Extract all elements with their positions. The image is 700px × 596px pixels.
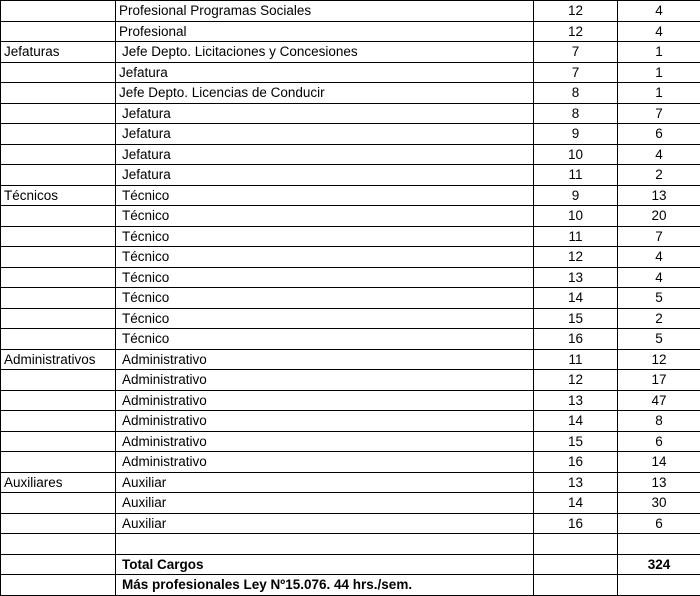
grado-cell: 8 [534,83,618,104]
grado-cell: 13 [534,472,618,493]
table-row [1,1,700,22]
table-row [1,267,700,288]
cantidad-cell: 7 [618,103,700,124]
grado-cell: 11 [534,349,618,370]
total-group-cell [1,554,116,575]
grado-cell: 16 [534,329,618,350]
group-cell [1,431,116,452]
group-cell [1,21,116,42]
group-cell [1,370,116,391]
cantidad-cell: 47 [618,390,700,411]
cargo-cell: Administrativo [116,411,534,432]
table-row [1,513,700,534]
cargo-cell: Jefatura [116,165,534,186]
table-row [1,452,700,473]
cantidad-cell: 4 [618,267,700,288]
cargo-cell: Administrativo [116,390,534,411]
grado-cell: 15 [534,431,618,452]
cantidad-cell: 14 [618,452,700,473]
cantidad-cell: 5 [618,288,700,309]
grado-cell: 12 [534,1,618,22]
cargo-cell: Profesional [116,21,534,42]
footer-group-cell [1,575,116,596]
cantidad-cell: 4 [618,144,700,165]
grado-cell: 13 [534,267,618,288]
table-row [1,390,700,411]
cantidad-cell: 30 [618,493,700,514]
footer-grado-cell [534,575,618,596]
group-cell: Jefaturas [1,42,116,63]
cargo-cell: Técnico [116,247,534,268]
grado-cell: 9 [534,124,618,145]
group-cell [1,513,116,534]
cargo-cell: Administrativo [116,452,534,473]
group-cell [1,534,116,555]
table-row [1,185,700,206]
cargo-cell: Profesional Programas Sociales [116,1,534,22]
cargo-cell: Administrativo [116,370,534,391]
cantidad-cell: 1 [618,62,700,83]
total-label: Total Cargos [116,554,534,575]
cargo-cell: Jefatura [116,144,534,165]
cargo-cell: Jefatura [116,62,534,83]
grado-cell: 10 [534,144,618,165]
table-row [1,206,700,227]
cargo-cell: Jefatura [116,103,534,124]
grado-cell: 7 [534,42,618,63]
group-cell [1,493,116,514]
cargo-cell: Técnico [116,329,534,350]
cargo-cell: Administrativo [116,431,534,452]
table-row [1,329,700,350]
cantidad-cell: 6 [618,124,700,145]
table-row [1,165,700,186]
group-cell [1,247,116,268]
grado-cell: 13 [534,390,618,411]
footer-note: Más profesionales Ley Nº15.076. 44 hrs./sem. [116,575,534,596]
cantidad-cell: 1 [618,83,700,104]
table-row [1,144,700,165]
cantidad-cell: 8 [618,411,700,432]
table-row [1,349,700,370]
table-row [1,83,700,104]
total-grado-cell [534,554,618,575]
grado-cell: 14 [534,288,618,309]
total-value: 324 [618,554,700,575]
group-cell [1,226,116,247]
cantidad-cell: 17 [618,370,700,391]
group-cell [1,452,116,473]
cantidad-cell: 1 [618,42,700,63]
grado-cell: 12 [534,370,618,391]
cargo-cell: Técnico [116,267,534,288]
cantidad-cell: 20 [618,206,700,227]
table-row [1,247,700,268]
table-row [1,370,700,391]
cantidad-cell: 12 [618,349,700,370]
table-row [1,42,700,63]
cargo-cell: Técnico [116,206,534,227]
cargo-cell: Jefatura [116,124,534,145]
cantidad-cell: 5 [618,329,700,350]
total-row [1,554,700,575]
cargo-cell: Jefe Depto. Licencias de Conducir [116,83,534,104]
cantidad-cell: 2 [618,308,700,329]
cantidad-cell: 7 [618,226,700,247]
grado-cell: 12 [534,21,618,42]
cargo-cell: Técnico [116,185,534,206]
cargo-cell: Auxiliar [116,472,534,493]
grado-cell: 15 [534,308,618,329]
footer-cantidad-cell [618,575,700,596]
group-cell [1,165,116,186]
group-cell [1,329,116,350]
table-row [1,493,700,514]
group-cell [1,124,116,145]
cargo-cell [116,534,534,555]
group-cell [1,62,116,83]
group-cell: Auxiliares [1,472,116,493]
cargo-cell: Técnico [116,288,534,309]
group-cell [1,411,116,432]
group-cell [1,83,116,104]
grado-cell: 12 [534,247,618,268]
group-cell [1,288,116,309]
cantidad-cell: 2 [618,165,700,186]
group-cell [1,308,116,329]
group-cell: Administrativos [1,349,116,370]
grado-cell: 11 [534,165,618,186]
group-cell [1,103,116,124]
cargo-cell: Técnico [116,226,534,247]
table-row [1,124,700,145]
grado-cell: 14 [534,493,618,514]
cantidad-cell: 6 [618,431,700,452]
cantidad-cell: 4 [618,247,700,268]
cantidad-cell: 6 [618,513,700,534]
group-cell [1,144,116,165]
table-row [1,226,700,247]
cargo-cell: Auxiliar [116,493,534,514]
grado-cell: 7 [534,62,618,83]
group-cell [1,1,116,22]
cantidad-cell: 4 [618,21,700,42]
cargo-cell: Auxiliar [116,513,534,534]
table-row [1,431,700,452]
grado-cell [534,534,618,555]
grado-cell: 11 [534,226,618,247]
cantidad-cell: 4 [618,1,700,22]
grado-cell: 9 [534,185,618,206]
cantidad-cell [618,534,700,555]
table-row [1,62,700,83]
cargo-cell: Administrativo [116,349,534,370]
table-row [1,308,700,329]
table-row [1,411,700,432]
group-cell [1,267,116,288]
cantidad-cell: 13 [618,185,700,206]
table-row [1,534,700,555]
cargo-cell: Jefe Depto. Licitaciones y Concesiones [116,42,534,63]
table-row [1,103,700,124]
cargo-cell: Técnico [116,308,534,329]
cantidad-cell: 13 [618,472,700,493]
table-row [1,21,700,42]
group-cell [1,390,116,411]
grado-cell: 8 [534,103,618,124]
group-cell: Técnicos [1,185,116,206]
grado-cell: 16 [534,513,618,534]
grado-cell: 10 [534,206,618,227]
table-row [1,288,700,309]
grado-cell: 14 [534,411,618,432]
grado-cell: 16 [534,452,618,473]
table-row [1,472,700,493]
group-cell [1,206,116,227]
footer-row [1,575,700,596]
